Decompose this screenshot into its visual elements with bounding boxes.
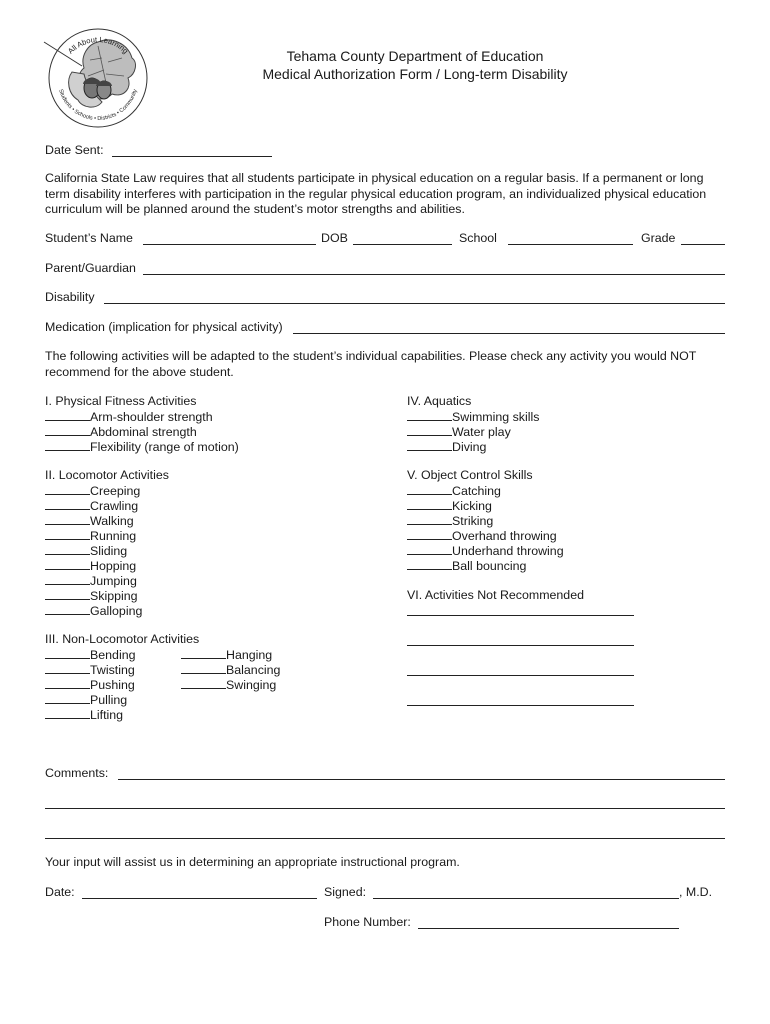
activity-item[interactable]: Lifting: [45, 707, 123, 723]
activity-item[interactable]: Kicking: [407, 498, 492, 514]
activity-item[interactable]: Twisting: [45, 662, 135, 678]
school-field[interactable]: [508, 244, 633, 245]
md-suffix: , M.D.: [679, 885, 713, 899]
phone-number-label: Phone Number:: [324, 915, 411, 929]
closing-text: Your input will assist us in determining an appropriate instructional program.: [45, 855, 460, 869]
activity-item[interactable]: Underhand throwing: [407, 543, 564, 559]
parent-guardian-field[interactable]: [143, 274, 725, 275]
checkbox-blank[interactable]: [407, 439, 452, 451]
dob-label: DOB: [321, 231, 348, 245]
activity-item[interactable]: Catching: [407, 483, 501, 499]
checkbox-blank[interactable]: [45, 588, 90, 600]
section-locomotor-heading: II. Locomotor Activities: [45, 468, 169, 482]
checkbox-blank[interactable]: [181, 677, 226, 689]
checkbox-blank[interactable]: [45, 603, 90, 615]
oak-leaf-acorn-logo-icon: [42, 22, 154, 134]
checkbox-blank[interactable]: [407, 409, 452, 421]
activity-item[interactable]: Hopping: [45, 558, 136, 574]
activity-item[interactable]: Water play: [407, 424, 511, 440]
disability-field[interactable]: [104, 303, 725, 304]
checkbox-blank[interactable]: [45, 677, 90, 689]
comments-line-1[interactable]: [118, 779, 725, 780]
checkbox-blank[interactable]: [45, 498, 90, 510]
not-recommended-line-1[interactable]: [407, 615, 634, 616]
activity-item[interactable]: Running: [45, 528, 136, 544]
comments-label: Comments:: [45, 766, 109, 780]
activity-item[interactable]: Skipping: [45, 588, 138, 604]
checkbox-blank[interactable]: [45, 513, 90, 525]
activity-item[interactable]: Balancing: [181, 662, 280, 678]
date-label: Date:: [45, 885, 75, 899]
activity-item[interactable]: Striking: [407, 513, 493, 529]
not-recommended-line-2[interactable]: [407, 645, 634, 646]
date-sent-field[interactable]: [112, 156, 272, 157]
activity-item[interactable]: Walking: [45, 513, 134, 529]
parent-guardian-label: Parent/Guardian: [45, 261, 136, 275]
student-name-field[interactable]: [143, 244, 316, 245]
activity-item[interactable]: Flexibility (range of motion): [45, 439, 239, 455]
checkbox-blank[interactable]: [45, 647, 90, 659]
checkbox-blank[interactable]: [181, 647, 226, 659]
checkbox-blank[interactable]: [181, 662, 226, 674]
section-non-locomotor-heading: III. Non-Locomotor Activities: [45, 632, 200, 646]
medication-label: Medication (implication for physical activity): [45, 320, 283, 334]
checkbox-blank[interactable]: [45, 662, 90, 674]
checkbox-blank[interactable]: [407, 483, 452, 495]
school-label: School: [459, 231, 497, 245]
checkbox-blank[interactable]: [407, 424, 452, 436]
date-sent-label: Date Sent:: [45, 143, 104, 157]
signature-field[interactable]: [373, 898, 679, 899]
logo: [42, 22, 154, 134]
activities-intro: The following activities will be adapted to the student’s individual capabilities. Please check any activity you would NOT recommend for the above student.: [45, 349, 697, 379]
disability-label: Disability: [45, 290, 95, 304]
activity-item[interactable]: Arm-shoulder strength: [45, 409, 213, 425]
phone-number-field[interactable]: [418, 928, 679, 929]
section-aquatics-heading: IV. Aquatics: [407, 394, 472, 408]
checkbox-blank[interactable]: [45, 543, 90, 555]
checkbox-blank[interactable]: [45, 483, 90, 495]
logo-arc-top-text: All About Learning: [66, 34, 131, 56]
form-title-line2: Medical Authorization Form / Long-term Disability: [262, 66, 568, 82]
activity-item[interactable]: Hanging: [181, 647, 272, 663]
not-recommended-line-3[interactable]: [407, 675, 634, 676]
checkbox-blank[interactable]: [45, 707, 90, 719]
form-title-line1: Tehama County Department of Education: [286, 48, 544, 64]
signed-label: Signed:: [324, 885, 367, 899]
activity-item[interactable]: Jumping: [45, 573, 137, 589]
checkbox-blank[interactable]: [407, 558, 452, 570]
section-physical-fitness-heading: I. Physical Fitness Activities: [45, 394, 197, 408]
checkbox-blank[interactable]: [45, 692, 90, 704]
activity-item[interactable]: Crawling: [45, 498, 138, 514]
activity-item[interactable]: Overhand throwing: [407, 528, 557, 544]
checkbox-blank[interactable]: [407, 528, 452, 540]
student-name-label: Student’s Name: [45, 231, 133, 245]
comments-line-3[interactable]: [45, 838, 725, 839]
checkbox-blank[interactable]: [45, 558, 90, 570]
checkbox-blank[interactable]: [407, 513, 452, 525]
activity-item[interactable]: Pushing: [45, 677, 135, 693]
checkbox-blank[interactable]: [45, 528, 90, 540]
checkbox-blank[interactable]: [45, 424, 90, 436]
logo-arc-bottom-text: Students • Schools • Districts • Community: [57, 88, 139, 123]
comments-line-2[interactable]: [45, 808, 725, 809]
intro-paragraph: California State Law requires that all students participate in physical education on a regular basis. If a permanent or long term disability interferes with participation in the regular physical education program, an individualized physical education curriculum will be planned around the student’s motor strengths and abilities.: [45, 171, 707, 216]
activity-item[interactable]: Galloping: [45, 603, 142, 619]
checkbox-blank[interactable]: [45, 409, 90, 421]
checkbox-blank[interactable]: [407, 543, 452, 555]
grade-label: Grade: [641, 231, 676, 245]
date-field[interactable]: [82, 898, 317, 899]
section-object-control-heading: V. Object Control Skills: [407, 468, 533, 482]
checkbox-blank[interactable]: [45, 439, 90, 451]
not-recommended-line-4[interactable]: [407, 705, 634, 706]
activity-item[interactable]: Ball bouncing: [407, 558, 526, 574]
activity-item[interactable]: Abdominal strength: [45, 424, 197, 440]
activity-item[interactable]: Swinging: [181, 677, 276, 693]
medication-field[interactable]: [293, 333, 725, 334]
checkbox-blank[interactable]: [407, 498, 452, 510]
activity-item[interactable]: Swimming skills: [407, 409, 539, 425]
activity-item[interactable]: Creeping: [45, 483, 140, 499]
activity-item[interactable]: Sliding: [45, 543, 127, 559]
checkbox-blank[interactable]: [45, 573, 90, 585]
activity-item[interactable]: Diving: [407, 439, 486, 455]
dob-field[interactable]: [353, 244, 452, 245]
section-not-recommended-heading: VI. Activities Not Recommended: [407, 588, 584, 602]
activity-item[interactable]: Bending: [45, 647, 135, 663]
grade-field[interactable]: [681, 244, 725, 245]
activity-item[interactable]: Pulling: [45, 692, 127, 708]
